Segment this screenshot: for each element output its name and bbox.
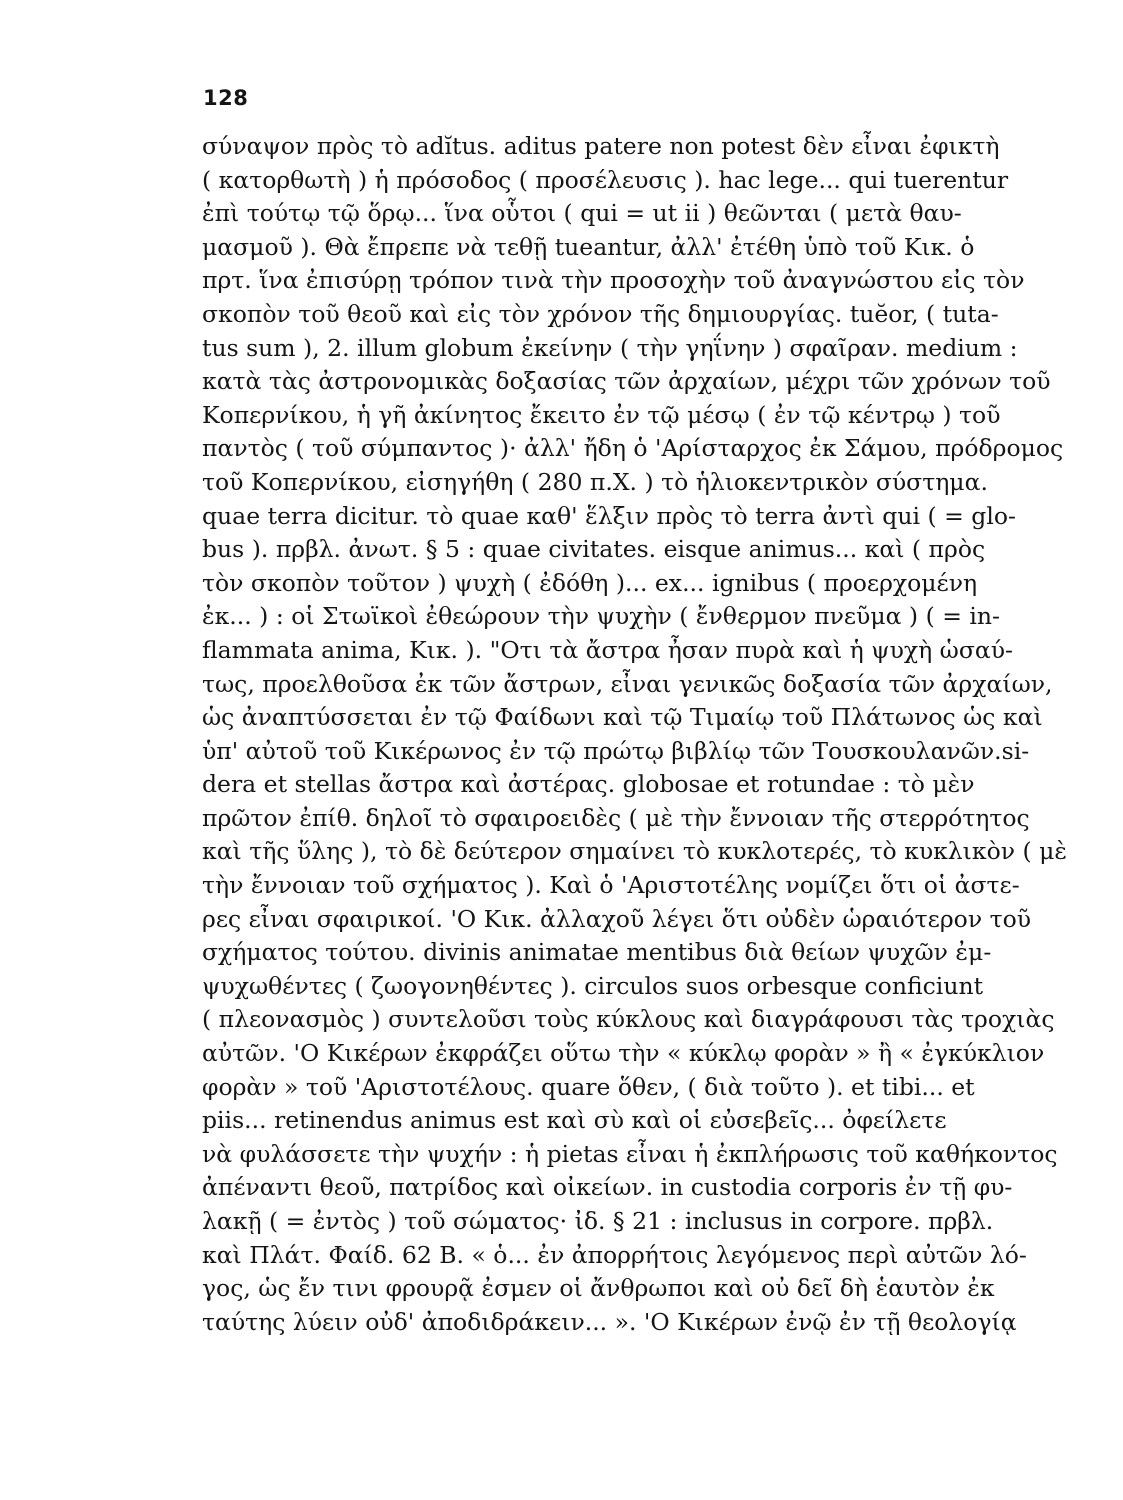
text-line: πρῶτον ἐπίθ. δηλοῖ τὸ σφαιροειδὲς ( μὲ τὴν ἔννοιαν τῆς στερρότητος xyxy=(202,803,1030,832)
text-line: σχήματος τούτου. divinis animatae mentibus διὰ θείων ψυχῶν ἐμ- xyxy=(202,938,992,967)
text-line: piis... retinendus animus est καὶ σὺ καὶ οἱ εὐσεβεῖς... ὀφείλετε xyxy=(202,1106,947,1135)
text-line: νὰ φυλάσσετε τὴν ψυχήν : ἡ pietas εἶναι ἡ ἐκπλήρωσις τοῦ καθήκοντος xyxy=(202,1139,1058,1168)
text-line: καὶ τῆς ὕλης ), τὸ δὲ δεύτερον σημαίνει τὸ κυκλοτερές, τὸ κυκλικὸν ( μὲ xyxy=(202,837,1068,866)
text-line: tus sum ), 2. illum globum ἐκείνην ( τὴν γηΐνην ) σφαῖραν. medium : xyxy=(202,333,1018,362)
text-line: πρτ. ἵνα ἐπισύρῃ τρόπον τινὰ τὴν προσοχὴν τοῦ ἀναγνώστου εἰς τὸν xyxy=(202,266,1025,295)
text-line: σύναψον πρὸς τὸ adĭtus. aditus patere non potest δὲν εἶναι ἐφικτὴ xyxy=(202,132,1000,160)
text-line: ὑπ' αὐτοῦ τοῦ Κικέρωνος ἐν τῷ πρώτῳ βιβλίῳ τῶν Τουσκουλανῶν.si- xyxy=(202,736,1030,765)
text-line: dera et stellas ἄστρα καὶ ἀστέρας. globosae et rotundae : τὸ μὲν xyxy=(202,770,975,799)
text-line: ( πλεονασμὸς ) συντελοῦσι τοὺς κύκλους καὶ διαγράφουσι τὰς τροχιὰς xyxy=(202,1005,1055,1034)
text-line: καὶ Πλάτ. Φαίδ. 62 Β. « ὁ... ἐν ἀπορρήτοις λεγόμενος περὶ αὐτῶν λό- xyxy=(202,1240,1027,1269)
commentary-text xyxy=(202,130,1092,1339)
text-line: ψυχωθέντες ( ζωογονηθέντες ). circulos suos orbesque conficiunt xyxy=(202,971,984,1000)
text-line: ἐκ... ) : οἱ Στωϊκοὶ ἐθεώρουν τὴν ψυχὴν ( ἔνθερμον πνεῦμα ) ( = in- xyxy=(202,602,1000,631)
text-line: flammata anima, Κικ. ). "Οτι τὰ ἄστρα ἦσαν πυρὰ καὶ ἡ ψυχὴ ὡσαύ- xyxy=(202,635,1013,664)
text-line: ρες εἶναι σφαιρικοί. 'Ο Κικ. ἀλλαχοῦ λέγει ὅτι οὐδὲν ὡραιότερον τοῦ xyxy=(202,904,1032,933)
text-line: λακῇ ( = ἐντὸς ) τοῦ σώματος· ἰδ. § 21 : inclusus in corpore. πρβλ. xyxy=(202,1207,994,1235)
text-line: quae terra dicitur. τὸ quae καθ' ἕλξιν πρὸς τὸ terra ἀντὶ qui ( = glo- xyxy=(202,501,1016,530)
text-line: bus ). πρβλ. ἀνωτ. § 5 : quae civitates. eisque animus... καὶ ( πρὸς xyxy=(202,535,986,564)
text-line: ἀπέναντι θεοῦ, πατρίδος καὶ οἰκείων. in custodia corporis ἐν τῇ φυ- xyxy=(202,1173,1013,1202)
text-line: ὡς ἀναπτύσσεται ἐν τῷ Φαίδωνι καὶ τῷ Τιμαίῳ τοῦ Πλάτωνος ὡς καὶ xyxy=(202,703,1043,732)
page-number: 128 xyxy=(203,86,249,110)
text-line: ( κατορθωτὴ ) ἡ πρόσοδος ( προσέλευσις ). hac lege... qui tuerentur xyxy=(202,165,1009,194)
text-line: γος, ὡς ἔν τινι φρουρᾷ ἐσμεν οἱ ἄνθρωποι καὶ οὐ δεῖ δὴ ἑαυτὸν ἐκ xyxy=(202,1274,995,1303)
text-line: αὐτῶν. 'Ο Κικέρων ἐκφράζει οὕτω τὴν « κύκλῳ φορὰν » ἢ « ἐγκύκλιον xyxy=(202,1039,1045,1068)
text-line: τως, προελθοῦσα ἐκ τῶν ἄστρων, εἶναι γενικῶς δοξασία τῶν ἀρχαίων, xyxy=(202,669,1053,698)
text-line: τὴν ἔννοιαν τοῦ σχήματος ). Καὶ ὁ 'Αριστοτέλης νομίζει ὅτι οἱ ἀστε- xyxy=(202,871,1020,900)
text-line: τὸν σκοπὸν τοῦτον ) ψυχὴ ( ἐδόθη )... ex... ignibus ( προερχομένη xyxy=(202,568,978,597)
text-line: μασμοῦ ). Θὰ ἔπρεπε νὰ τεθῇ tueantur, ἀλλ' ἐτέθη ὑπὸ τοῦ Κικ. ὁ xyxy=(202,232,975,261)
text-line: παντὸς ( τοῦ σύμπαντος )· ἀλλ' ἤδη ὁ 'Αρίσταρχος ἐκ Σάμου, πρόδρομος xyxy=(202,434,1064,463)
text-line: τοῦ Κοπερνίκου, εἰσηγήθη ( 280 π.Χ. ) τὸ ἡλιοκεντρικὸν σύστημα. xyxy=(202,467,988,496)
text-line: σκοπὸν τοῦ θεοῦ καὶ εἰς τὸν χρόνον τῆς δημιουργίας. tuĕor, ( tuta- xyxy=(202,299,999,328)
text-line: Κοπερνίκου, ἡ γῆ ἀκίνητος ἔκειτο ἐν τῷ μέσῳ ( ἐν τῷ κέντρῳ ) τοῦ xyxy=(202,400,1001,429)
text-line: φορὰν » τοῦ 'Αριστοτέλους. quare ὅθεν, ( διὰ τοῦτο ). et tibi... et xyxy=(202,1072,975,1101)
text-line: κατὰ τὰς ἀστρονομικὰς δοξασίας τῶν ἀρχαίων, μέχρι τῶν χρόνων τοῦ xyxy=(202,367,1051,396)
text-line: ἐπὶ τούτῳ τῷ ὅρῳ... ἵνα οὗτοι ( qui = ut ii ) θεῶνται ( μετὰ θαυ- xyxy=(202,199,962,228)
text-line: ταύτης λύειν οὐδ' ἀποδιδράκειν... ». 'Ο Κικέρων ἐνῷ ἐν τῇ θεολογίᾳ xyxy=(202,1307,1017,1336)
